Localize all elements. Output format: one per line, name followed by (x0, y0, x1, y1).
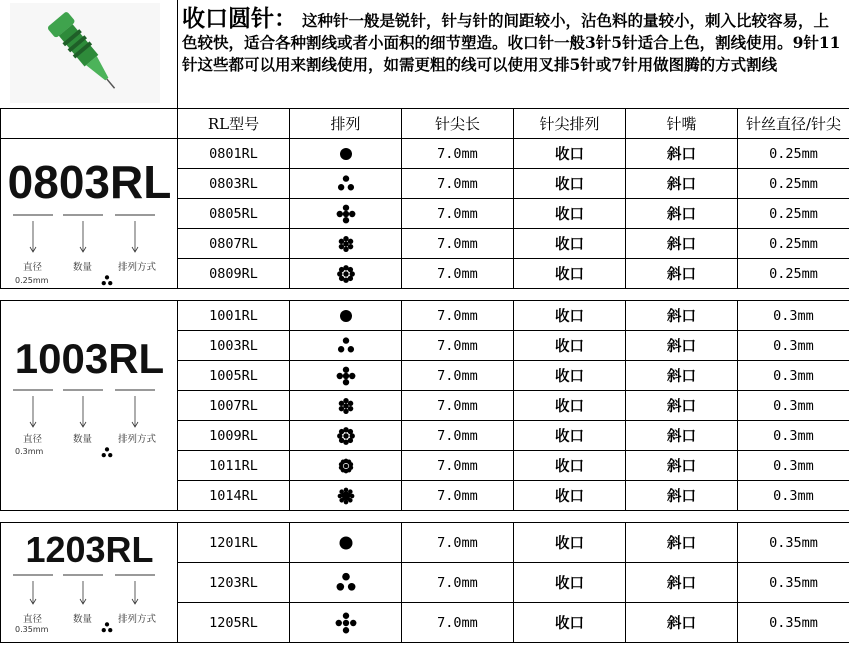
nozzle-cell: 斜口 (626, 199, 738, 229)
nozzle-cell: 斜口 (626, 169, 738, 199)
needle-dot (339, 489, 344, 494)
nozzle-cell: 斜口 (626, 361, 738, 391)
tip-arrangement-cell: 收口 (514, 331, 626, 361)
needle-arrangement-icon (331, 528, 361, 558)
group-separator (1, 289, 849, 301)
needle-dot (105, 275, 109, 279)
code-breakdown-arrows (1, 388, 178, 430)
tip-arrangement-cell: 收口 (514, 301, 626, 331)
needle-dot (102, 453, 106, 457)
col-header-arrangement: 排列 (290, 109, 402, 139)
needle-dot (340, 459, 345, 464)
label-size: 0.3mm (15, 447, 44, 456)
diameter-cell: 0.35mm (738, 563, 849, 603)
model-cell: 0805RL (178, 199, 290, 229)
tip-arrangement-cell: 收口 (514, 139, 626, 169)
tip-arrangement-cell: 收口 (514, 169, 626, 199)
model-cell: 1205RL (178, 603, 290, 643)
arrangement-cell (290, 169, 402, 199)
tip-length-cell: 7.0mm (402, 361, 514, 391)
needle-dot (337, 184, 343, 190)
arrangement-cell (290, 229, 402, 259)
needle-dot (343, 487, 348, 492)
needle-arrangement-icon (334, 172, 358, 196)
needle-dot (338, 238, 343, 243)
arrangement-cell (290, 523, 402, 563)
nozzle-cell: 斜口 (626, 301, 738, 331)
label-size: 0.25mm (15, 276, 49, 285)
tip-arrangement-cell: 收口 (514, 361, 626, 391)
label-diameter: 直径 (23, 434, 43, 445)
label-count: 数量 (73, 262, 93, 273)
needle-dot (342, 337, 348, 343)
tip-length-cell: 7.0mm (402, 391, 514, 421)
group-code: 1003RL (14, 335, 165, 382)
model-cell: 1014RL (178, 481, 290, 511)
needle-arrangement-icon (99, 620, 115, 636)
needle-dot (343, 246, 348, 251)
nozzle-cell: 斜口 (626, 451, 738, 481)
needle-dot (108, 453, 112, 457)
needle-arrangement-icon (334, 262, 358, 286)
needle-dot (339, 498, 344, 503)
needle-dot (342, 210, 348, 216)
needle-dot (343, 408, 348, 413)
diameter-cell: 0.3mm (738, 361, 849, 391)
header-text (182, 5, 842, 76)
needle-dot (348, 498, 353, 503)
label-size: 0.35mm (15, 625, 49, 634)
needle-dot (338, 400, 343, 405)
tip-length-cell: 7.0mm (402, 139, 514, 169)
needle-dot (340, 310, 352, 322)
description: 这种针一般是锐针，针与针的间距较小，沾色料的量较小，刺入比较容易，上色较快，适合各种割线或者小面积的细节塑造。收口针一般3针5针适合上色，割线使用。9针11针这些都可以用来割线使用，如需更粗的线可以使用叉排5针或7针用做图腾的方式割线 (182, 11, 841, 74)
needle-dot (337, 346, 343, 352)
arrangement-cell (290, 451, 402, 481)
needle-arrangement-icon (331, 608, 361, 638)
needle-arrangement-icon (334, 364, 358, 388)
needle-dot (342, 379, 348, 385)
needle-arrangement-icon (334, 142, 358, 166)
tip-length-cell: 7.0mm (402, 603, 514, 643)
tip-length-cell: 7.0mm (402, 259, 514, 289)
needle-dot (347, 184, 353, 190)
spec-table (0, 108, 849, 643)
nozzle-cell: 斜口 (626, 523, 738, 563)
needle-cartridge-icon (10, 3, 160, 103)
needle-dot (347, 243, 352, 248)
table-header-row (1, 109, 849, 139)
arrangement-cell (290, 481, 402, 511)
table-row (1, 139, 849, 169)
needle-dot (342, 217, 348, 223)
needle-dot (342, 627, 348, 633)
needle-arrangement-icon (99, 273, 115, 289)
needle-dot (342, 612, 348, 618)
group-cell (1, 301, 178, 511)
needle-dot (342, 175, 348, 181)
needle-arrangement-icon (334, 304, 358, 328)
diameter-cell: 0.35mm (738, 523, 849, 563)
nozzle-cell: 斜口 (626, 391, 738, 421)
tip-arrangement-cell: 收口 (514, 259, 626, 289)
arrangement-cell (290, 301, 402, 331)
arrangement-cell (290, 603, 402, 643)
needle-dot (342, 204, 348, 210)
model-cell: 1005RL (178, 361, 290, 391)
group-separator (1, 511, 849, 523)
needle-dot (340, 148, 352, 160)
needle-dot (336, 210, 342, 216)
tip-length-cell: 7.0mm (402, 523, 514, 563)
col-header-tip-arrangement: 针尖排列 (514, 109, 626, 139)
diameter-cell: 0.3mm (738, 301, 849, 331)
needle-dot (339, 536, 352, 549)
nozzle-cell: 斜口 (626, 259, 738, 289)
header (0, 0, 849, 109)
model-cell: 1009RL (178, 421, 290, 451)
model-cell: 1003RL (178, 331, 290, 361)
needle-dot (349, 210, 355, 216)
diameter-cell: 0.3mm (738, 481, 849, 511)
diameter-cell: 0.3mm (738, 331, 849, 361)
needle-dot (338, 243, 343, 248)
diameter-cell: 0.25mm (738, 229, 849, 259)
needle-arrangement-icon (334, 334, 358, 358)
needle-dot (336, 372, 342, 378)
needle-dot (349, 372, 355, 378)
arrangement-cell (290, 139, 402, 169)
needle-arrangement-icon (334, 454, 358, 478)
needle-dot (105, 622, 109, 626)
tip-length-cell: 7.0mm (402, 421, 514, 451)
needle-dot (338, 405, 343, 410)
nozzle-cell: 斜口 (626, 229, 738, 259)
needle-dot (343, 433, 348, 438)
needle-dot (342, 572, 350, 580)
needle-arrangement-icon (334, 202, 358, 226)
label-arrangement: 排列方式 (118, 614, 157, 625)
model-cell: 1201RL (178, 523, 290, 563)
group-code: 0803RL (7, 156, 172, 208)
tip-length-cell: 7.0mm (402, 301, 514, 331)
needle-dot (343, 499, 348, 504)
diameter-cell: 0.25mm (738, 169, 849, 199)
label-count: 数量 (73, 614, 93, 625)
needle-dot (349, 493, 354, 498)
needle-arrangement-icon (334, 394, 358, 418)
tip-arrangement-cell: 收口 (514, 229, 626, 259)
needle-dot (338, 266, 343, 271)
col-header-nozzle: 针嘴 (626, 109, 738, 139)
needle-dot (338, 428, 343, 433)
diameter-cell: 0.3mm (738, 421, 849, 451)
label-count: 数量 (73, 434, 93, 445)
needle-dot (350, 619, 356, 625)
col-header-diameter: 针丝直径/针尖 (738, 109, 849, 139)
label-arrangement: 排列方式 (118, 434, 157, 445)
tip-arrangement-cell: 收口 (514, 523, 626, 563)
needle-dot (347, 405, 352, 410)
needle-dot (342, 372, 348, 378)
arrangement-cell (290, 391, 402, 421)
tip-length-cell: 7.0mm (402, 331, 514, 361)
tip-length-cell: 7.0mm (402, 563, 514, 603)
needle-arrangement-icon (334, 232, 358, 256)
needle-dot (342, 619, 348, 625)
model-cell: 1203RL (178, 563, 290, 603)
group-cell (1, 523, 178, 643)
tip-arrangement-cell: 收口 (514, 199, 626, 229)
diameter-cell: 0.25mm (738, 199, 849, 229)
nozzle-cell: 斜口 (626, 563, 738, 603)
tip-arrangement-cell: 收口 (514, 391, 626, 421)
table-row (1, 523, 849, 563)
needle-dot (108, 628, 112, 632)
needle-dot (343, 271, 348, 276)
needle-dot (337, 493, 342, 498)
diameter-cell: 0.25mm (738, 139, 849, 169)
needle-dot (102, 628, 106, 632)
arrangement-cell (290, 421, 402, 451)
model-cell: 1011RL (178, 451, 290, 481)
code-breakdown-arrows (1, 573, 178, 607)
needle-dot (342, 366, 348, 372)
needle-dot (347, 238, 352, 243)
needle-arrangement-icon (334, 484, 358, 508)
needle-arrangement-icon (334, 424, 358, 448)
arrangement-cell (290, 259, 402, 289)
needle-arrangement-icon (99, 445, 115, 461)
needle-arrangement-icon (331, 568, 361, 598)
nozzle-cell: 斜口 (626, 139, 738, 169)
needle-dot (343, 403, 348, 408)
model-cell: 0807RL (178, 229, 290, 259)
needle-dot (343, 463, 348, 468)
needle-dot (343, 236, 348, 241)
tip-arrangement-cell: 收口 (514, 481, 626, 511)
label-diameter: 直径 (23, 262, 43, 273)
tip-arrangement-cell: 收口 (514, 421, 626, 451)
needle-dot (108, 281, 112, 285)
tip-arrangement-cell: 收口 (514, 451, 626, 481)
group-code: 1203RL (25, 529, 154, 570)
needle-dot (335, 619, 341, 625)
needle-dot (347, 582, 355, 590)
arrangement-cell (290, 361, 402, 391)
diameter-cell: 0.25mm (738, 259, 849, 289)
nozzle-cell: 斜口 (626, 481, 738, 511)
group-header-cell (1, 109, 178, 139)
arrangement-cell (290, 199, 402, 229)
model-cell: 1001RL (178, 301, 290, 331)
tip-length-cell: 7.0mm (402, 229, 514, 259)
tip-length-cell: 7.0mm (402, 451, 514, 481)
nozzle-cell: 斜口 (626, 331, 738, 361)
needle-dot (102, 281, 106, 285)
model-cell: 0809RL (178, 259, 290, 289)
needle-dot (343, 241, 348, 246)
tip-arrangement-cell: 收口 (514, 563, 626, 603)
tip-length-cell: 7.0mm (402, 169, 514, 199)
col-header-model: RL型号 (178, 109, 290, 139)
nozzle-cell: 斜口 (626, 603, 738, 643)
needle-dot (347, 346, 353, 352)
page-title: 收口圆针： (182, 5, 297, 32)
col-header-tip-length: 针尖长 (402, 109, 514, 139)
needle-dot (336, 582, 344, 590)
diameter-cell: 0.3mm (738, 451, 849, 481)
model-cell: 1007RL (178, 391, 290, 421)
label-arrangement: 排列方式 (118, 262, 157, 273)
model-cell: 0803RL (178, 169, 290, 199)
needle-dot (343, 398, 348, 403)
tip-length-cell: 7.0mm (402, 199, 514, 229)
table-row (1, 301, 849, 331)
tip-length-cell: 7.0mm (402, 481, 514, 511)
group-cell (1, 139, 178, 289)
arrangement-cell (290, 563, 402, 603)
code-breakdown-arrows (1, 213, 178, 255)
tip-arrangement-cell: 收口 (514, 603, 626, 643)
needle-dot (348, 489, 353, 494)
needle-dot (347, 400, 352, 405)
diameter-cell: 0.35mm (738, 603, 849, 643)
needle-dot (105, 447, 109, 451)
model-cell: 0801RL (178, 139, 290, 169)
label-diameter: 直径 (23, 614, 43, 625)
diameter-cell: 0.3mm (738, 391, 849, 421)
nozzle-cell: 斜口 (626, 421, 738, 451)
arrangement-cell (290, 331, 402, 361)
